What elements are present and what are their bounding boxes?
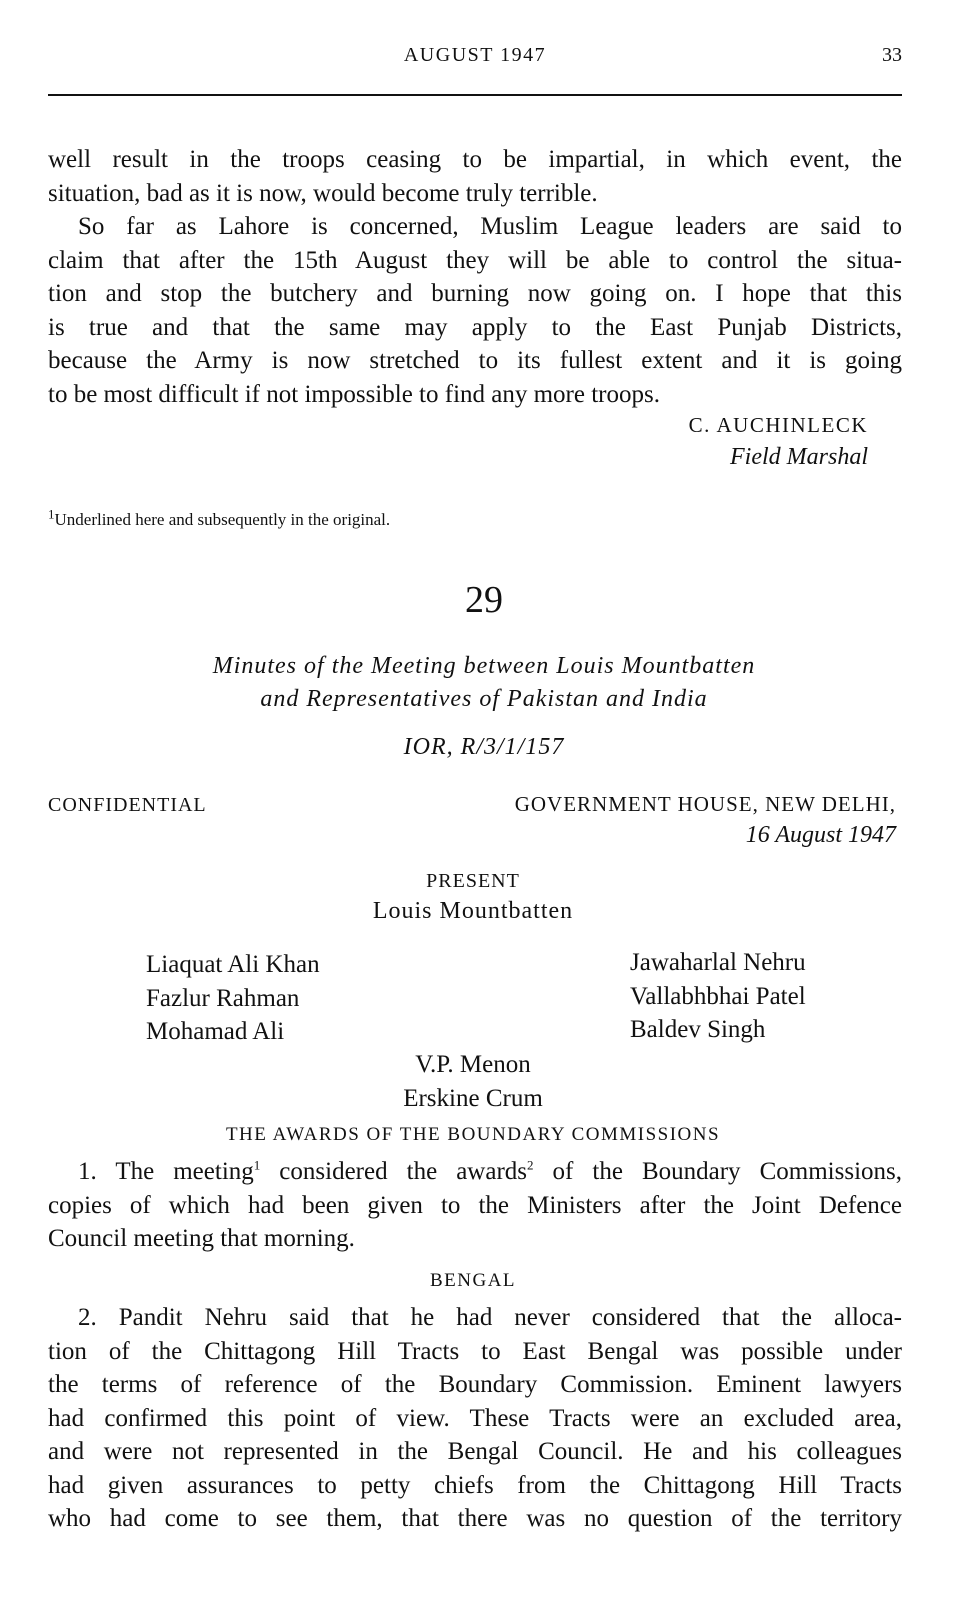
text-line: had given assurances to petty chiefs from the Chittagong Hill Tracts [48,1471,902,1499]
classification: CONFIDENTIAL [48,794,207,816]
section-heading: THE AWARDS OF THE BOUNDARY COMMISSIONS [225,1124,721,1145]
header-rule [48,94,902,96]
document-title [0,650,968,716]
text-line: who had come to see them, that there was no question of the territory [48,1505,902,1532]
paragraph [48,143,902,210]
document-title-line: and Representatives of Pakistan and India [260,686,708,712]
document-place: GOVERNMENT HOUSE, NEW DELHI, [514,792,896,816]
page-number: 33 [882,44,902,66]
text-line [48,1155,902,1189]
footnote [48,506,391,530]
paragraph [48,1155,902,1256]
section-2-text [48,1301,902,1536]
attendee-name: Erskine Crum [403,1084,543,1112]
text-line: the terms of reference of the Boundary Commission. Eminent lawyers [48,1371,902,1398]
text-line: copies of which had been given to the Ministers after the Joint Defence [48,1191,902,1219]
attendee-name: Baldev Singh [630,1016,766,1043]
running-header [48,44,902,76]
signature-title: Field Marshal [730,444,868,470]
document-title-line: Minutes of the Meeting between Louis Mountbatten [212,653,756,679]
text-line: to be most difficult if not impossible to find any more troops. [48,380,660,408]
footnote-ref: 2 [527,1157,534,1173]
chair-name: Louis Mountbatten [372,898,574,924]
paragraph [48,1301,902,1536]
text-line: 2. Pandit Nehru said that he had never considered that the alloca- [78,1304,902,1331]
attendee-name: V.P. Menon [415,1051,531,1078]
text-line: tion of the Chittagong Hill Tracts to East Bengal was possible under [48,1337,902,1365]
attendees-staff [0,1048,946,1115]
footnote-ref: 1 [253,1157,261,1173]
text-line: because the Army is now stretched to its fullest extent and it is going [48,347,902,374]
document-reference: IOR, R/3/1/157 [403,734,565,760]
text-line: claim that after the 15th August they will be able to control the situa- [48,246,902,274]
attendee-name: Vallabhbhai Patel [630,982,806,1010]
text-run: considered the awards [260,1158,527,1185]
footnote-mark: 1 [48,506,55,522]
text-line: and were not represented in the Bengal Council. He and his colleagues [48,1438,902,1465]
continuation-text [48,143,902,411]
attendee-name: Jawaharlal Nehru [630,949,806,976]
attendees-pakistan [146,948,320,1049]
header-title: AUGUST 1947 [403,44,547,66]
attendee-name: Liaquat Ali Khan [146,951,320,978]
attendee-name: Mohamad Ali [146,1018,285,1045]
text-line: well result in the troops ceasing to be impartial, in which event, the [48,146,902,173]
paragraph [48,210,902,411]
section-heading: BENGAL [429,1270,517,1291]
text-line: tion and stop the butchery and burning now going on. I hope that this [48,280,902,307]
signature-name: C. AUCHINLECK [688,413,868,437]
document-date: 16 August 1947 [745,822,896,848]
text-line: had confirmed this point of view. These Tracts were an excluded area, [48,1404,902,1432]
present-label: PRESENT [426,870,520,892]
text-line: situation, bad as it is now, would become truly terrible. [48,179,598,207]
document-number: 29 [465,579,503,621]
text-line: Council meeting that morning. [48,1225,355,1252]
footnote-text: Underlined here and subsequently in the original. [54,510,391,529]
text-run: of the Boundary Commissions, [533,1158,902,1185]
section-1-text [48,1155,902,1256]
text-line: is true and that the same may apply to the East Punjab Districts, [48,313,902,341]
attendees-india [630,946,806,1047]
text-line: So far as Lahore is concerned, Muslim League leaders are said to [78,213,902,240]
attendee-name: Fazlur Rahman [146,984,300,1012]
text-run: 1. The meeting [78,1158,254,1185]
